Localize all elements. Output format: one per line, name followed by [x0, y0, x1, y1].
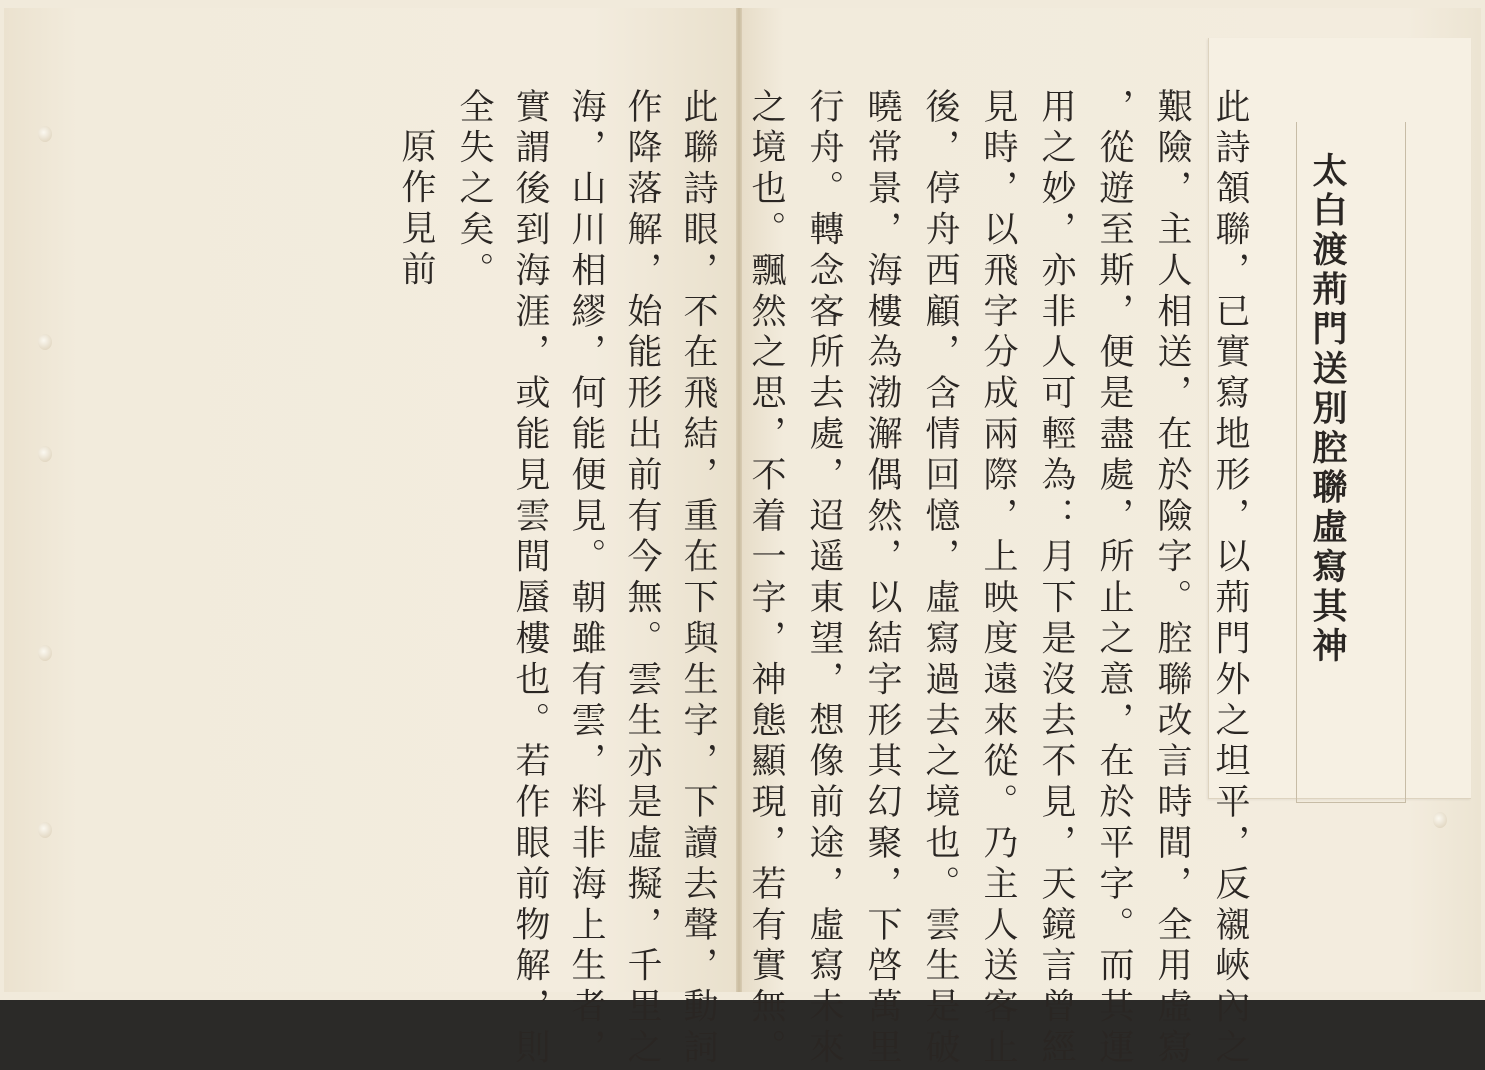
left-page-column-5: 全失之矣。	[454, 88, 494, 293]
left-page-column-2: 作降落解，始能形出前有今無。雲生亦是虛擬，千里之	[622, 88, 662, 1070]
left-page-column-1: 此聯詩眼，不在飛結，重在下與生字，下讀去聲，動詞	[678, 88, 718, 1070]
right-page-column-1: 此詩頷聯，已實寫地形，以荊門外之坦平，反襯峽內之	[1210, 88, 1250, 1070]
right-page-column-7: 曉常景，海樓為渤澥偶然，以結字形其幻聚，下啓萬里	[862, 88, 902, 1070]
right-page-column-9: 之境也。飄然之思，不着一字，神態顯現，若有實無。	[746, 88, 786, 1070]
binding-hole	[1433, 812, 1447, 828]
right-page-column-2: 艱險，主人相送，在於險字。腔聯改言時間，全用虛寫	[1152, 88, 1192, 1070]
left-page-column-3: 海，山川相繆，何能便見。朝雖有雲，料非海上生者，	[566, 88, 606, 1070]
right-page-column-3: ，從遊至斯，便是盡處，所止之意，在於平字。而其運	[1094, 88, 1134, 1070]
binding-hole	[38, 822, 52, 838]
left-page-column-4: 實謂後到海涯，或能見雲間蜃樓也。若作眼前物解，則	[510, 88, 550, 1070]
right-page-column-4: 用之妙，亦非人可輕為：月下是沒去不見，天鏡言曾經	[1036, 88, 1076, 1070]
binding-hole	[38, 645, 52, 661]
left-page-note: 原作見前	[396, 128, 436, 292]
right-page-column-5: 見時，以飛字分成兩際，上映度遠來從。乃主人送客止	[978, 88, 1018, 1070]
right-page-column-8: 行舟。轉念客所去處，迢遥東望，想像前途，虛寫未來	[804, 88, 844, 1070]
binding-hole	[38, 334, 52, 350]
binding-hole	[38, 126, 52, 142]
document-title: 太白渡荊門送別腔聯虛寫其神	[1307, 152, 1348, 667]
binding-hole	[38, 446, 52, 462]
book-gutter	[736, 8, 742, 992]
right-page-column-6: 後，停舟西顧，含情回憶，虛寫過去之境也。雲生是破	[920, 88, 960, 1070]
